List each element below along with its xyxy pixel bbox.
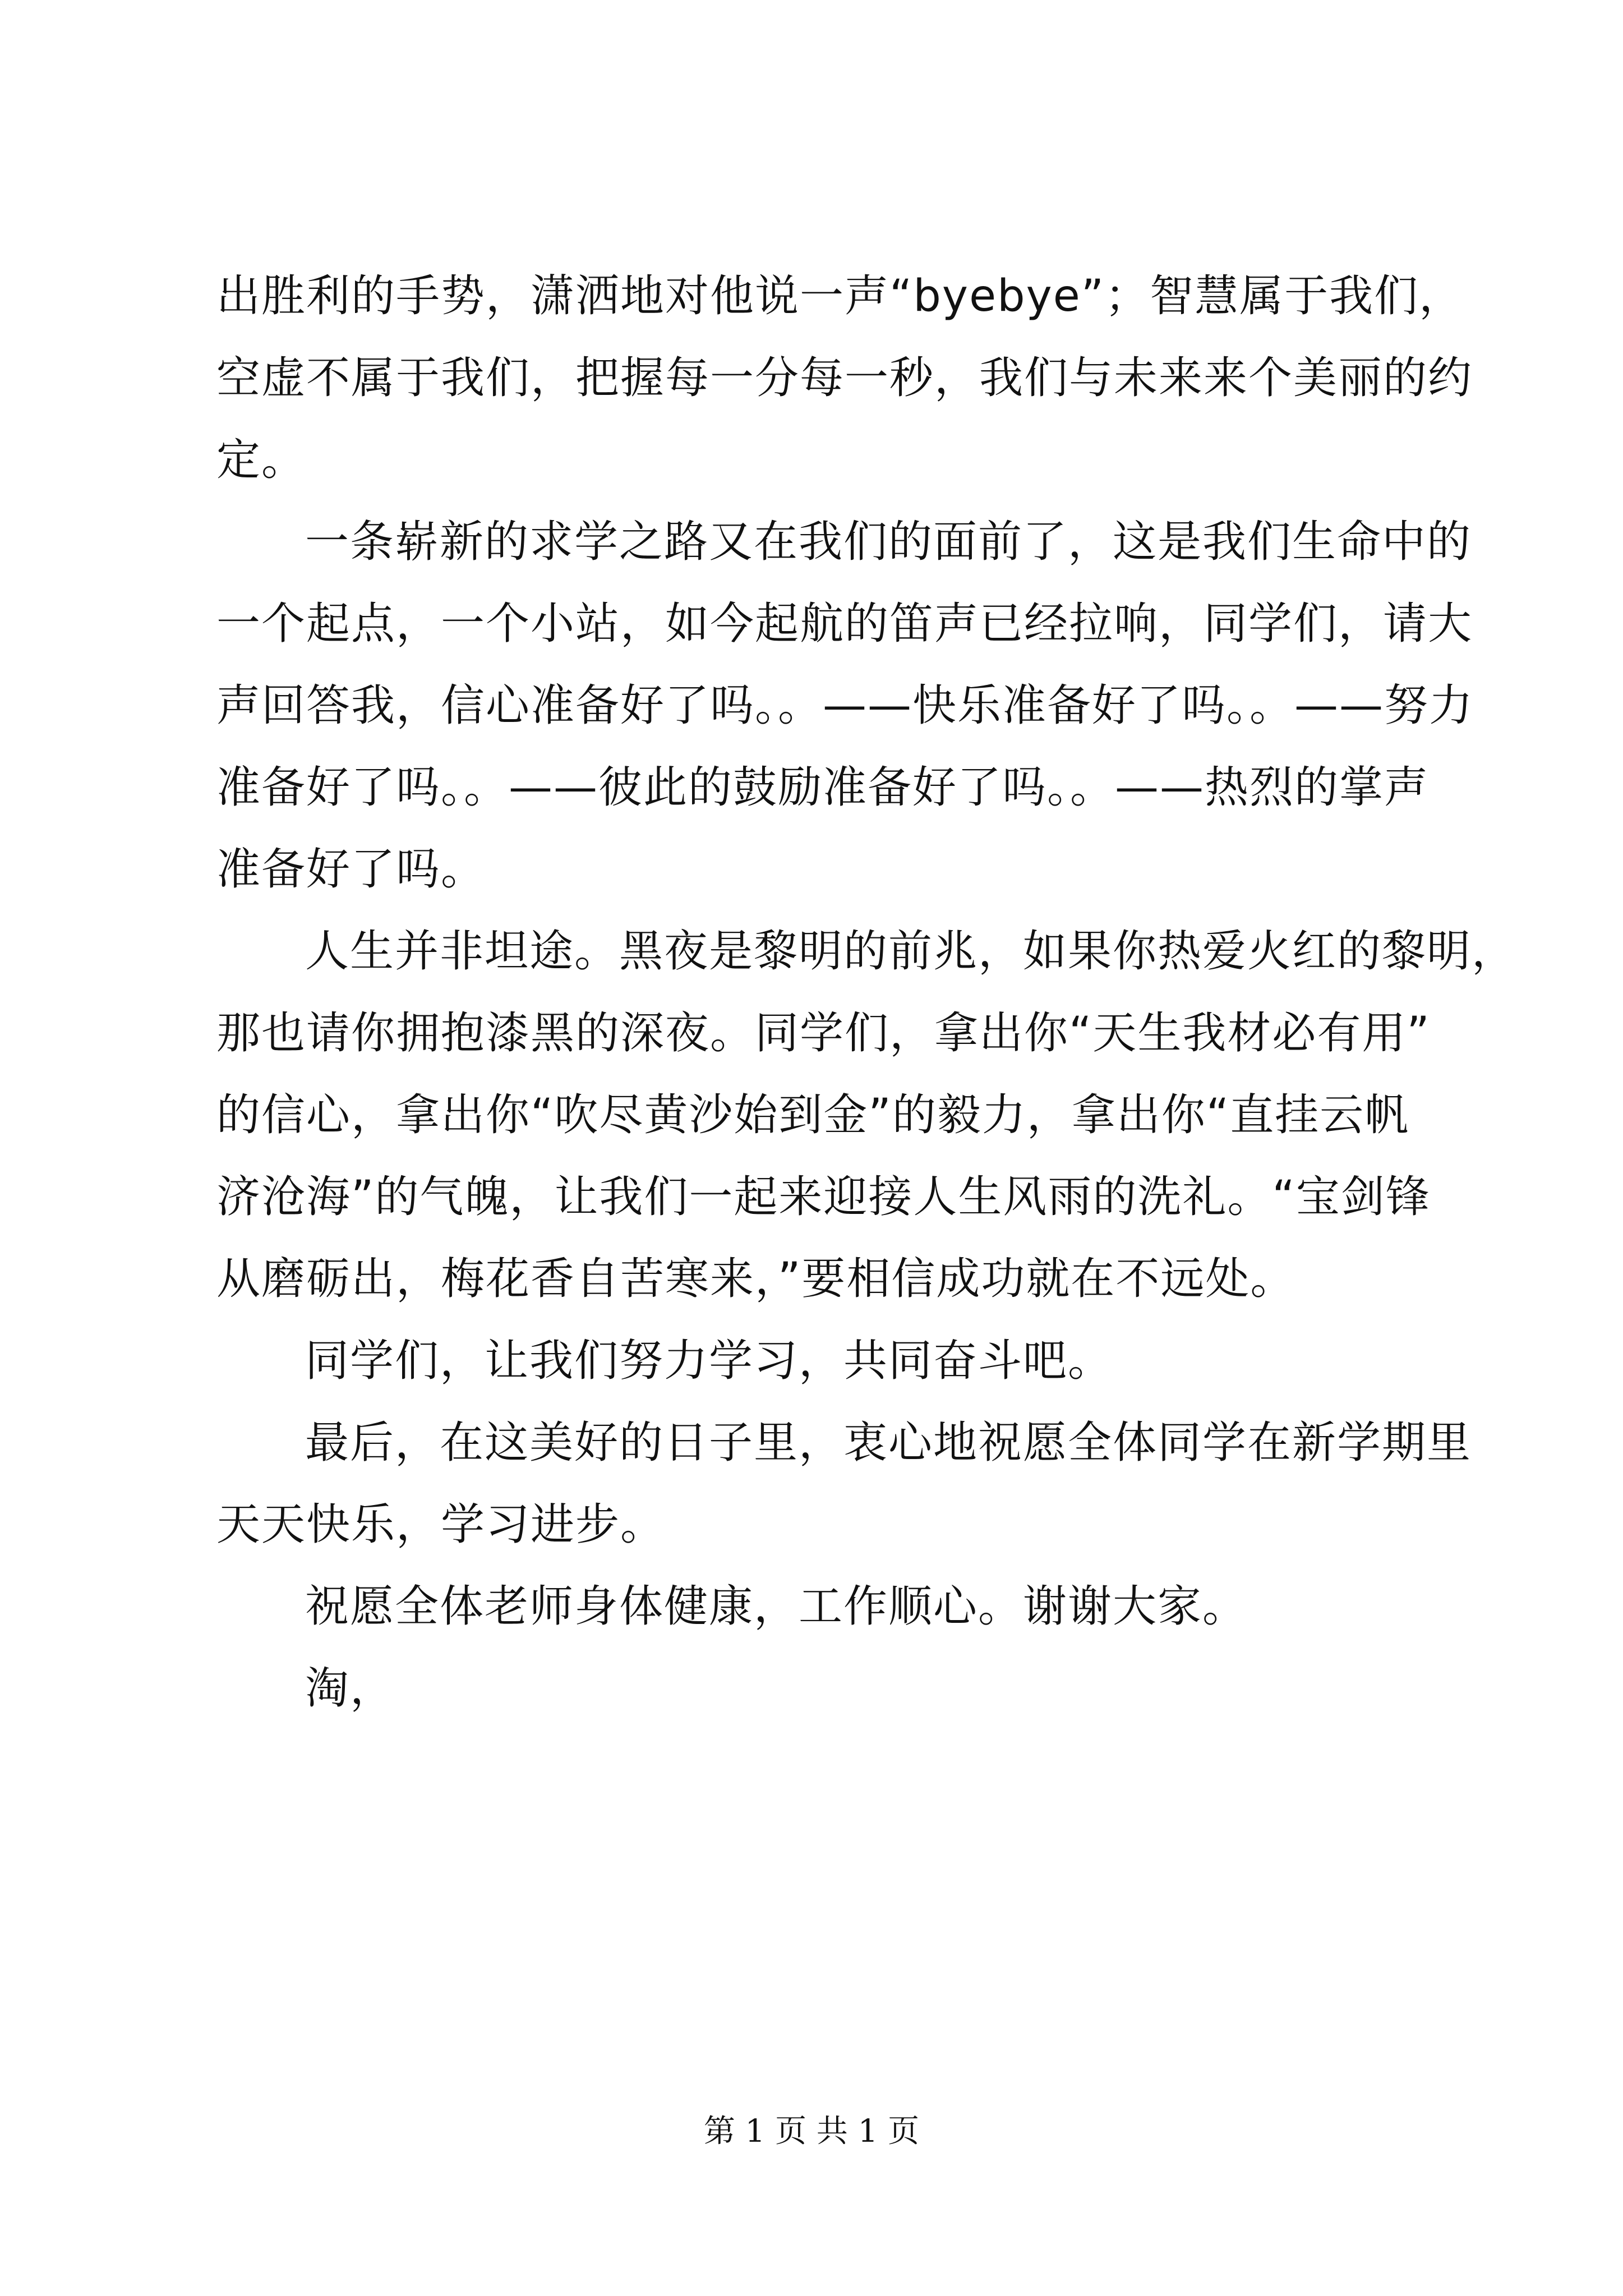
paragraph <box>216 1320 1422 1402</box>
text-line: 出胜利的手势，潇洒地对他说一声“byebye”；智慧属于我们， <box>216 271 1464 321</box>
paragraph <box>216 910 1517 1320</box>
paragraph <box>216 1402 1472 1566</box>
text-line: 空虚不属于我们，把握每一分每一秒，我们与未来来个美丽的约 <box>216 353 1473 403</box>
text-line: 淘， <box>305 1663 395 1714</box>
paragraph <box>216 255 1473 501</box>
text-line: 一个起点，一个小站，如今起航的笛声已经拉响，同学们，请大 <box>216 599 1473 649</box>
text-line: 定。 <box>216 435 307 485</box>
text-line: 准备好了吗。 <box>216 844 486 895</box>
text-line: 济沧海”的气魄，让我们一起来迎接人生风雨的洗礼。“宝剑锋 <box>216 1172 1431 1222</box>
text-line: 祝愿全体老师身体健康，工作顺心。谢谢大家。 <box>305 1581 1248 1632</box>
text-line: 一条崭新的求学之路又在我们的面前了，这是我们生命中的 <box>305 517 1472 567</box>
text-line: 同学们，让我们努力学习，共同奋斗吧。 <box>305 1336 1113 1386</box>
paragraph <box>216 1566 1422 1648</box>
text-line: 准备好了吗。。——彼此的鼓励准备好了吗。。——热烈的掌声 <box>216 762 1430 813</box>
document-body <box>216 255 1517 1729</box>
text-line: 天天快乐，学习进步。 <box>216 1499 666 1550</box>
text-line: 人生并非坦途。黑夜是黎明的前兆，如果你热爱火红的黎明， <box>305 926 1517 977</box>
page-footer: 第 1 页 共 1 页 <box>703 2113 920 2150</box>
text-line: 最后，在这美好的日子里，衷心地祝愿全体同学在新学期里 <box>305 1418 1472 1468</box>
text-line: 从磨砺出，梅花香自苦寒来，”要相信成功就在不远处。 <box>216 1254 1295 1304</box>
text-line: 声回答我，信心准备好了吗。。——快乐准备好了吗。。——努力 <box>216 680 1474 731</box>
paragraph <box>216 501 1474 910</box>
text-line: 那也请你拥抱漆黑的深夜。同学们，拿出你“天生我材必有用” <box>216 1008 1431 1059</box>
text-line: 的信心，拿出你“吹尽黄沙始到金”的毅力，拿出你“直挂云帆 <box>216 1090 1410 1140</box>
paragraph <box>216 1648 1422 1729</box>
